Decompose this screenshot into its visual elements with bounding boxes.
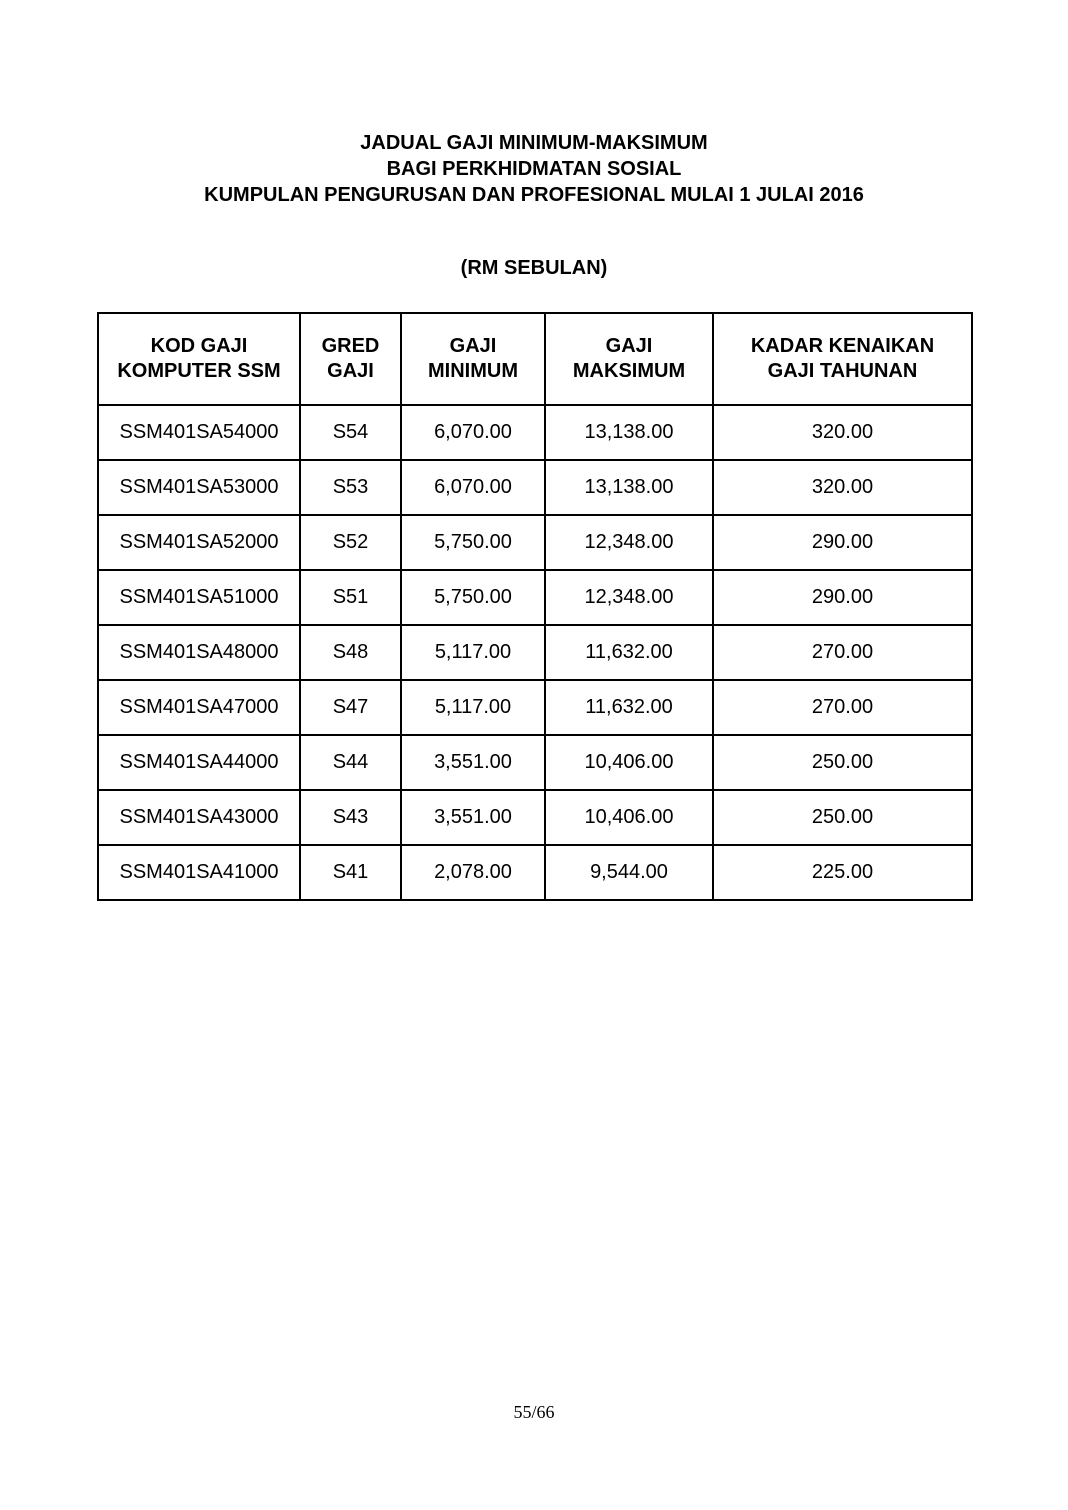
page-number: 55/66 xyxy=(513,1402,555,1422)
cell-gaji-maksimum: 12,348.00 xyxy=(545,570,713,625)
salary-table xyxy=(97,312,973,901)
table-row xyxy=(98,405,972,460)
table-row xyxy=(98,790,972,845)
cell-kod-gaji: SSM401SA44000 xyxy=(98,735,300,790)
cell-kod-gaji: SSM401SA47000 xyxy=(98,680,300,735)
cell-gaji-maksimum: 11,632.00 xyxy=(545,680,713,735)
cell-gred: S48 xyxy=(300,625,401,680)
unit-label: (RM SEBULAN) xyxy=(460,257,608,279)
cell-kod-gaji: SSM401SA53000 xyxy=(98,460,300,515)
table-row xyxy=(98,515,972,570)
header-gaji-minimum-line2: MINIMUM xyxy=(428,360,518,382)
cell-gred: S47 xyxy=(300,680,401,735)
cell-kadar-kenaikan: 290.00 xyxy=(713,570,972,625)
header-gred-gaji-line1: GRED xyxy=(321,335,380,357)
header-kod-gaji-line1: KOD GAJI xyxy=(150,335,248,357)
cell-kadar-kenaikan: 270.00 xyxy=(713,680,972,735)
cell-gred: S54 xyxy=(300,405,401,460)
title-line-3: KUMPULAN PENGURUSAN DAN PROFESIONAL MULAI 1 JULAI 2016 xyxy=(204,184,864,206)
cell-gaji-maksimum: 13,138.00 xyxy=(545,460,713,515)
header-gaji-minimum-line1: GAJI xyxy=(449,335,497,357)
header-kod-gaji xyxy=(98,313,300,405)
cell-gaji-minimum: 5,117.00 xyxy=(401,625,545,680)
cell-kadar-kenaikan: 270.00 xyxy=(713,625,972,680)
cell-kod-gaji: SSM401SA48000 xyxy=(98,625,300,680)
cell-gaji-maksimum: 12,348.00 xyxy=(545,515,713,570)
cell-gred: S43 xyxy=(300,790,401,845)
table-row xyxy=(98,735,972,790)
table-row xyxy=(98,570,972,625)
cell-kod-gaji: SSM401SA43000 xyxy=(98,790,300,845)
cell-kod-gaji: SSM401SA52000 xyxy=(98,515,300,570)
cell-gaji-minimum: 5,750.00 xyxy=(401,515,545,570)
cell-kod-gaji: SSM401SA41000 xyxy=(98,845,300,900)
header-gaji-maksimum-line2: MAKSIMUM xyxy=(572,360,686,382)
cell-gred: S41 xyxy=(300,845,401,900)
cell-kadar-kenaikan: 290.00 xyxy=(713,515,972,570)
header-row xyxy=(98,313,972,405)
cell-gaji-maksimum: 10,406.00 xyxy=(545,735,713,790)
cell-kadar-kenaikan: 320.00 xyxy=(713,405,972,460)
cell-gaji-minimum: 6,070.00 xyxy=(401,405,545,460)
cell-kadar-kenaikan: 320.00 xyxy=(713,460,972,515)
header-kadar-kenaikan-line1: KADAR KENAIKAN xyxy=(750,335,935,357)
cell-kod-gaji: SSM401SA54000 xyxy=(98,405,300,460)
cell-gaji-minimum: 3,551.00 xyxy=(401,735,545,790)
cell-gaji-minimum: 2,078.00 xyxy=(401,845,545,900)
header-kadar-kenaikan xyxy=(713,313,972,405)
cell-kadar-kenaikan: 250.00 xyxy=(713,790,972,845)
cell-gred: S52 xyxy=(300,515,401,570)
cell-gaji-maksimum: 10,406.00 xyxy=(545,790,713,845)
header-gred-gaji xyxy=(300,313,401,405)
header-gred-gaji-line2: GAJI xyxy=(327,360,374,382)
cell-gaji-maksimum: 11,632.00 xyxy=(545,625,713,680)
cell-kadar-kenaikan: 250.00 xyxy=(713,735,972,790)
header-kadar-kenaikan-line2: GAJI TAHUNAN xyxy=(767,360,918,382)
table-row xyxy=(98,680,972,735)
cell-gred: S44 xyxy=(300,735,401,790)
header-gaji-minimum xyxy=(401,313,545,405)
document-title xyxy=(0,130,1068,208)
header-kod-gaji-line2: KOMPUTER SSM xyxy=(117,360,281,382)
table-row xyxy=(98,460,972,515)
cell-gaji-minimum: 6,070.00 xyxy=(401,460,545,515)
cell-gred: S51 xyxy=(300,570,401,625)
title-line-1: JADUAL GAJI MINIMUM-MAKSIMUM xyxy=(360,132,708,154)
cell-gaji-minimum: 3,551.00 xyxy=(401,790,545,845)
cell-kadar-kenaikan: 225.00 xyxy=(713,845,972,900)
cell-gaji-maksimum: 9,544.00 xyxy=(545,845,713,900)
cell-gaji-minimum: 5,117.00 xyxy=(401,680,545,735)
table-row xyxy=(98,845,972,900)
header-gaji-maksimum xyxy=(545,313,713,405)
table-row xyxy=(98,625,972,680)
cell-gred: S53 xyxy=(300,460,401,515)
cell-kod-gaji: SSM401SA51000 xyxy=(98,570,300,625)
title-line-2: BAGI PERKHIDMATAN SOSIAL xyxy=(386,158,682,180)
cell-gaji-minimum: 5,750.00 xyxy=(401,570,545,625)
cell-gaji-maksimum: 13,138.00 xyxy=(545,405,713,460)
header-gaji-maksimum-line1: GAJI xyxy=(605,335,653,357)
